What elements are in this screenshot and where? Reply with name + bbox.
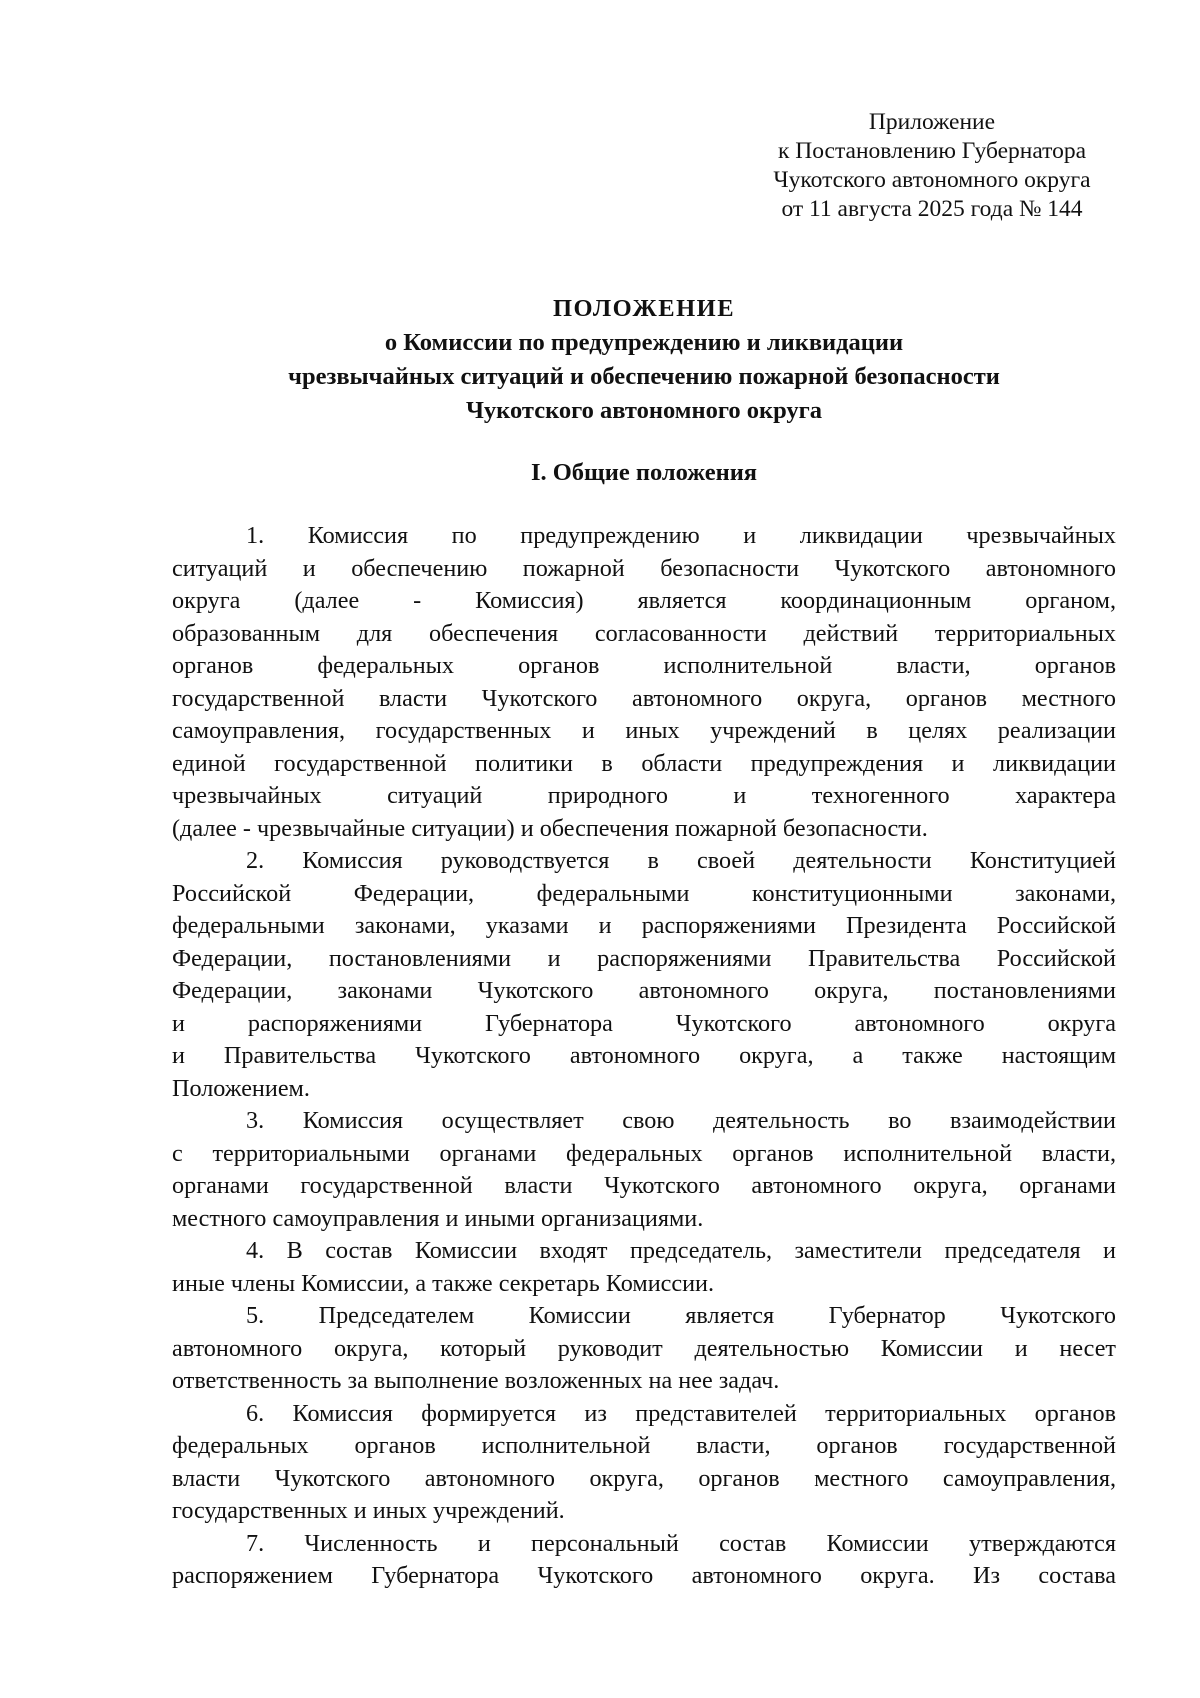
paragraph: [172, 845, 1116, 1105]
paragraph-line: органами государственной власти Чукотского автономного округа, органами: [172, 1172, 1116, 1199]
paragraph-line: Федерации, законами Чукотского автономного округа, постановлениями: [172, 977, 1116, 1004]
paragraph-line: Российской Федерации, федеральными конституционными законами,: [172, 879, 1116, 907]
paragraph-line: и Правительства Чукотского автономного округа, а также настоящим: [172, 1042, 1116, 1069]
paragraph-line: автономного округа, который руководит деятельностью Комиссии и несет: [172, 1334, 1116, 1362]
paragraph-line: (далее - чрезвычайные ситуации) и обеспечения пожарной безопасности.: [172, 814, 928, 842]
paragraph-line: и распоряжениями Губернатора Чукотского автономного округа: [172, 1009, 1116, 1037]
paragraph-line: единой государственной политики в области предупреждения и ликвидации: [172, 749, 1116, 777]
paragraph-line: органов федеральных органов исполнительной власти, органов: [172, 652, 1116, 679]
paragraph-line: государственных и иных учреждений.: [172, 1497, 565, 1524]
paragraph-line: с территориальными органами федеральных органов исполнительной власти,: [172, 1139, 1116, 1167]
paragraph: [172, 1235, 1116, 1300]
document-title-block: [172, 292, 1116, 428]
appendix-line: к Постановлению Губернатора: [777, 138, 1087, 164]
paragraph-line: Федерации, постановлениями и распоряжениями Правительства Российской: [172, 944, 1116, 972]
document-subtitle-line: чрезвычайных ситуаций и обеспечению пожарной безопасности: [288, 363, 1000, 390]
paragraph: [172, 520, 1116, 845]
paragraph: [172, 1105, 1116, 1235]
paragraph-line: 6. Комиссия формируется из представителей территориальных органов: [246, 1399, 1116, 1427]
paragraph-line: иные члены Комиссии, а также секретарь Комиссии.: [172, 1269, 715, 1297]
document-subtitle-line: о Комиссии по предупреждению и ликвидации: [384, 329, 904, 356]
paragraph-line: власти Чукотского автономного округа, органов местного самоуправления,: [172, 1464, 1116, 1492]
section-heading: I. Общие положения: [530, 459, 758, 486]
paragraph-line: округа (далее - Комиссия) является координационным органом,: [172, 587, 1116, 614]
paragraph-line: 1. Комиссия по предупреждению и ликвидации чрезвычайных: [246, 522, 1116, 549]
paragraph-line: ответственность за выполнение возложенных на нее задач.: [172, 1367, 780, 1394]
appendix-line: Чукотского автономного округа: [773, 167, 1091, 193]
appendix-line: Приложение: [868, 109, 996, 135]
paragraph-line: федеральных органов исполнительной власти, органов государственной: [172, 1432, 1116, 1459]
paragraph-line: 2. Комиссия руководствуется в своей деятельности Конституцией: [246, 847, 1116, 874]
document-title: ПОЛОЖЕНИЕ: [552, 295, 736, 322]
paragraph-line: ситуаций и обеспечению пожарной безопасности Чукотского автономного: [172, 554, 1116, 582]
paragraph: [172, 1300, 1116, 1398]
document-body: [172, 520, 1116, 1593]
paragraph-line: 4. В состав Комиссии входят председатель, заместители председателя и: [246, 1237, 1116, 1264]
appendix-line: от 11 августа 2025 года № 144: [781, 196, 1083, 222]
paragraph-line: чрезвычайных ситуаций природного и техногенного характера: [172, 782, 1116, 809]
paragraph-line: 3. Комиссия осуществляет свою деятельность во взаимодействии: [246, 1107, 1116, 1134]
paragraph-line: образованным для обеспечения согласованности действий территориальных: [172, 619, 1116, 647]
paragraph-line: государственной власти Чукотского автономного округа, органов местного: [172, 684, 1116, 712]
paragraph: [172, 1398, 1116, 1528]
paragraph-line: распоряжением Губернатора Чукотского автономного округа. Из состава: [172, 1562, 1116, 1589]
paragraph-line: Положением.: [172, 1074, 310, 1102]
appendix-header: [748, 108, 1116, 224]
paragraph-line: самоуправления, государственных и иных учреждений в целях реализации: [172, 717, 1116, 744]
paragraph: [172, 1528, 1116, 1593]
document-subtitle-line: Чукотского автономного округа: [465, 397, 823, 424]
paragraph-line: 7. Численность и персональный состав Комиссии утверждаются: [246, 1529, 1116, 1557]
paragraph-line: 5. Председателем Комиссии является Губернатор Чукотского: [246, 1302, 1116, 1329]
paragraph-line: местного самоуправления и иными организациями.: [172, 1204, 704, 1232]
paragraph-line: федеральными законами, указами и распоряжениями Президента Российской: [172, 912, 1116, 939]
